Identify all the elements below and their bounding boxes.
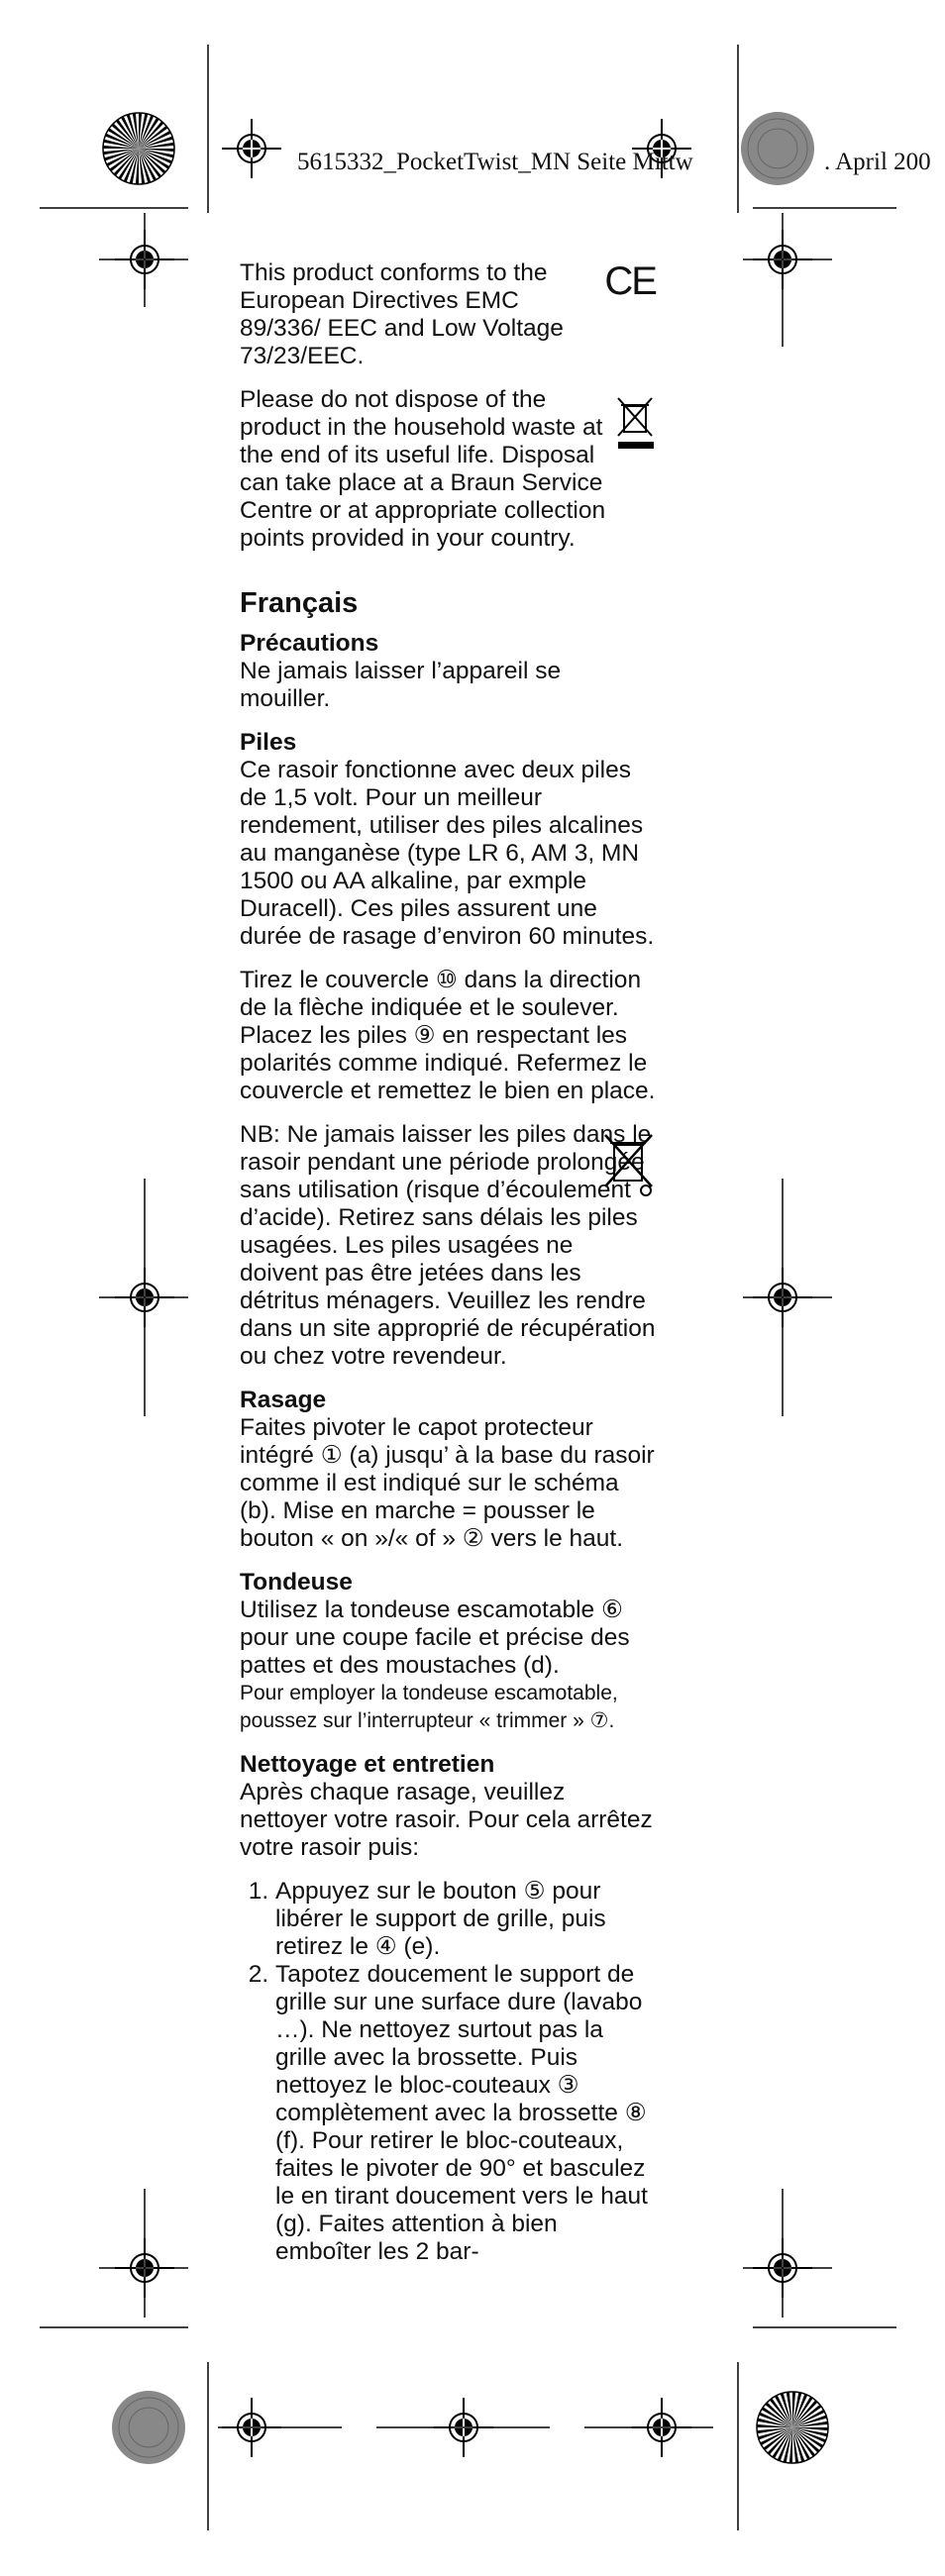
nb-text: NB: Ne jamais laisser les piles dans le rasoir pendant une période prolongée sans utilisation (risque d’écoulement d’acide). Retirez sans délais les piles usagées. Les piles usagées ne doivent pas être jetées dans les détritus ménagers. Veuillez les rendre dans un site approprié de récupération ou chez votre revendeur. (240, 1121, 656, 1370)
nettoyage-steps (240, 1878, 656, 2266)
list-item: 1. Appuyez sur le bouton ⑤ pour libérer le support de grille, puis retirez le ④ (e). (275, 1878, 656, 1961)
rasage-text: Faites pivoter le capot protecteur intégré ① (a) jusqu’ à la base du rasoir comme il est indiqué sur le schéma (b). Mise en marche = pousser le bouton « on »/« of » ② vers le haut. (240, 1414, 655, 1552)
section-title-precautions: Précautions (240, 630, 379, 657)
disposal-block (240, 386, 656, 553)
nb-block (240, 1121, 656, 1371)
piles-paragraph-2: Tirez le couvercle ⑩ dans la direction de la flèche indiquée et le soulever. Placez les piles ⑨ en respectant les polarités comme indiqué. Refermez le couvercle et remettez le bien en place. (240, 967, 656, 1104)
document-body (240, 259, 656, 2266)
precautions-text: Ne jamais laisser l’appareil se mouiller. (240, 658, 562, 712)
starburst-top-left (103, 113, 174, 184)
nettoyage-intro: Après chaque rasage, veuillez nettoyer votre rasoir. Pour cela arrêtez votre rasoir puis: (240, 1779, 653, 1861)
header-suffix: Mittw (632, 149, 693, 175)
tondeuse-text-small: Pour employer la tondeuse escamotable, poussez sur l’interrupteur « trimmer » ⑦. (240, 1682, 618, 1732)
starburst-bottom-right (757, 2392, 828, 2463)
header-date: . April 200 (824, 149, 931, 175)
disposal-text: Please do not dispose of the product in the household waste at the end of its useful life. Disposal can take place at a Braun Service Centre or at appropriate collection points provided in your country. (240, 386, 606, 552)
header-filename: 5615332_PocketTwist_MN Seite (297, 149, 627, 175)
section-title-tondeuse: Tondeuse (240, 1569, 353, 1596)
page-header (297, 149, 693, 176)
ce-notice-text: This product conforms to the European Directives EMC 89/336/ EEC and Low Voltage 73/23/EEC. (240, 259, 564, 369)
section-title-nettoyage: Nettoyage et entretien (240, 1751, 495, 1778)
ce-mark: CE (604, 259, 656, 303)
battery-bin-icon (602, 1131, 656, 1202)
list-item: 2. Tapotez doucement le support de grille sur une surface dure (lavabo …). Ne nettoyez surtout pas la grille avec la brossette. Puis nettoyez le bloc-couteaux ③ complètement avec la brossette ⑧ (f). Pour retirer le bloc-couteaux, faites le pivoter de 90° et basculez le en tirant doucement vers le haut (g). Faites attention à bien emboîter les 2 bar- (275, 1961, 656, 2266)
piles-paragraph-1: Ce rasoir fonctionne avec deux piles de 1,5 volt. Pour un meilleur rendement, utiliser des piles alcalines au manganèse (type LR 6, AM 3, MN 1500 ou AA alkaline, par exmple Duracell). Ces piles assurent une durée de rasage d’environ 60 minutes. (240, 757, 655, 950)
ce-notice-block (240, 259, 656, 370)
section-title-rasage: Rasage (240, 1387, 327, 1413)
crossed-bin-icon (616, 396, 656, 452)
section-title-piles: Piles (240, 729, 297, 756)
language-title: Français (240, 587, 359, 619)
tondeuse-text: Utilisez la tondeuse escamotable ⑥ pour une coupe facile et précise des pattes et des moustaches (d). (240, 1597, 630, 1679)
